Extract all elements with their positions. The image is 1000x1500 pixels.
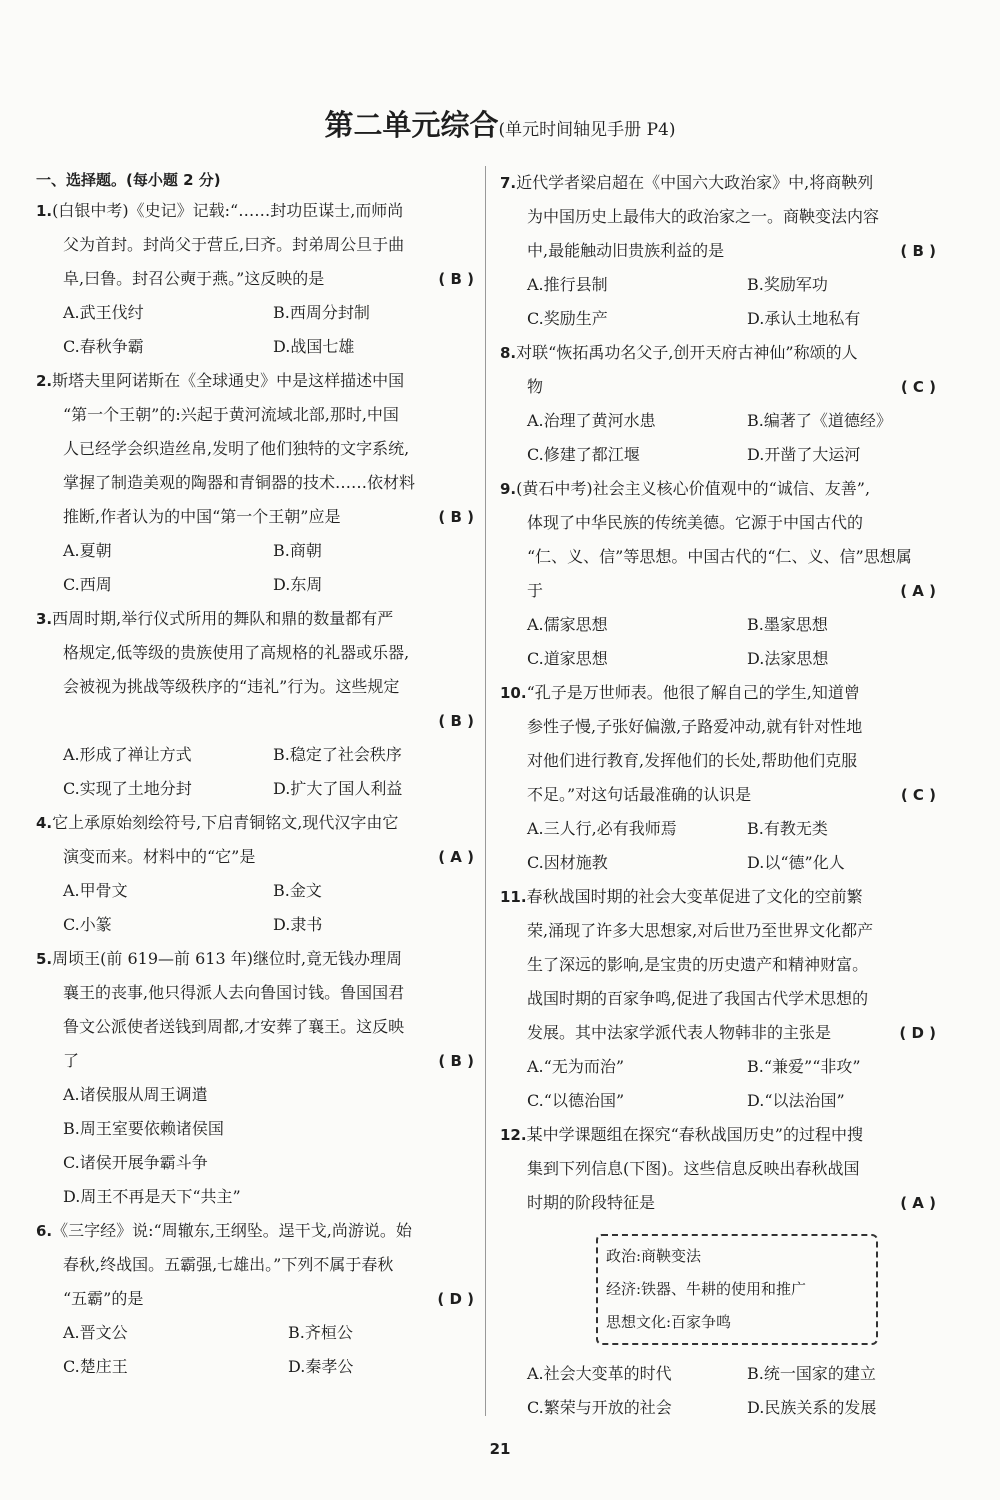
- question-number: 6.: [36, 1222, 53, 1240]
- question-2: [36, 364, 476, 602]
- option-d: D.东周: [273, 575, 323, 594]
- question-text: 对联“恢拓禹功名父子,创开天府古神仙”称颂的人: [516, 343, 858, 362]
- section-title: 一、选择题。(每小题 2 分): [36, 171, 221, 189]
- option-c: C.春秋争霸: [63, 337, 144, 356]
- question-text: 《三字经》说:“周辙东,王纲坠。逞干戈,尚游说。始: [52, 1221, 412, 1240]
- question-text: 近代学者梁启超在《中国六大政治家》中,将商鞅列: [516, 173, 874, 192]
- question-9: [500, 472, 938, 676]
- option-c: C.道家思想: [527, 649, 608, 668]
- question-text: 集到下列信息(下图)。这些信息反映出春秋战国: [527, 1159, 860, 1178]
- right-column: [500, 166, 938, 1425]
- question-text: (白银中考)《史记》记载:“……封功臣谋士,而师尚: [52, 201, 404, 220]
- info-culture: 思想文化:百家争鸣: [606, 1313, 732, 1331]
- question-text: 斯塔夫里阿诺斯在《全球通史》中是这样描述中国: [52, 371, 405, 390]
- option-c: C.修建了都江堰: [527, 445, 640, 464]
- question-5: [36, 942, 476, 1214]
- question-text: 体现了中华民族的传统美德。它源于中国古代的: [527, 513, 864, 532]
- answer-mark: ( D ): [437, 1290, 474, 1308]
- option-a: A.形成了禅让方式: [63, 745, 192, 764]
- question-6: [36, 1214, 476, 1384]
- option-b: B.西周分封制: [273, 303, 370, 322]
- answer-mark: ( A ): [438, 848, 474, 866]
- option-c: C.因材施教: [527, 853, 608, 872]
- question-number: 8.: [500, 344, 517, 362]
- option-a: A.三人行,必有我师焉: [527, 819, 677, 838]
- info-economy: 经济:铁器、牛耕的使用和推广: [606, 1280, 807, 1298]
- option-b: B.稳定了社会秩序: [273, 745, 402, 764]
- question-text: (黄石中考)社会主义核心价值观中的“诚信、友善”,: [516, 479, 871, 498]
- question-text: 掌握了制造美观的陶器和青铜器的技术……依材料: [63, 473, 416, 492]
- option-b: B.周王室要依赖诸侯国: [63, 1119, 224, 1138]
- option-b: B.有教无类: [747, 819, 828, 838]
- question-number: 3.: [36, 610, 53, 628]
- unit-title: 第二单元综合: [324, 108, 499, 142]
- question-number: 10.: [500, 684, 527, 702]
- option-d: D.以“德”化人: [747, 853, 845, 872]
- answer-mark: ( B ): [438, 1052, 474, 1070]
- option-b: B.商朝: [273, 541, 322, 560]
- question-text: 推断,作者认为的中国“第一个王朝”应是: [63, 507, 341, 526]
- option-b: B.统一国家的建立: [747, 1364, 876, 1383]
- question-12: [500, 1118, 938, 1425]
- option-d: D.开凿了大运河: [747, 445, 861, 464]
- question-text: 发展。其中法家学派代表人物韩非的主张是: [527, 1023, 832, 1042]
- question-text: 演变而来。材料中的“它”是: [63, 847, 256, 866]
- option-b: B.墨家思想: [747, 615, 828, 634]
- question-number: 12.: [500, 1126, 527, 1144]
- question-text: 物: [527, 377, 544, 396]
- option-c: C.“以德治国”: [527, 1091, 625, 1110]
- answer-mark: ( B ): [438, 508, 474, 526]
- option-b: B.金文: [273, 881, 322, 900]
- option-b: B.奖励军功: [747, 275, 828, 294]
- option-d: D.民族关系的发展: [747, 1398, 877, 1417]
- option-b: B.齐桓公: [288, 1323, 353, 1342]
- option-a: A.治理了黄河水患: [527, 411, 656, 430]
- question-text: “五霸”的是: [63, 1289, 144, 1308]
- question-text: 格规定,低等级的贵族使用了高规格的礼器或乐器,: [63, 643, 410, 662]
- question-text: “第一个王朝”的:兴起于黄河流域北部,那时,中国: [63, 405, 399, 424]
- column-divider: [485, 166, 486, 1416]
- option-a: A.诸侯服从周王调遣: [63, 1085, 208, 1104]
- question-number: 11.: [500, 888, 527, 906]
- question-text: 襄王的丧事,他只得派人去向鲁国讨钱。鲁国国君: [63, 983, 405, 1002]
- question-8: [500, 336, 938, 472]
- option-c: C.西周: [63, 575, 112, 594]
- question-text: 于: [527, 581, 544, 600]
- question-text: 阜,曰鲁。封召公奭于燕。”这反映的是: [63, 269, 325, 288]
- question-number: 9.: [500, 480, 517, 498]
- question-text: 荣,涌现了许多大思想家,对后世乃至世界文化都产: [527, 921, 874, 940]
- question-number: 4.: [36, 814, 53, 832]
- option-a: A.社会大变革的时代: [527, 1364, 672, 1383]
- question-text: 人已经学会织造丝帛,发明了他们独特的文字系统,: [63, 439, 410, 458]
- question-3: [36, 602, 476, 806]
- option-a: A.甲骨文: [63, 881, 128, 900]
- option-b: B.编著了《道德经》: [747, 411, 892, 430]
- answer-mark: ( B ): [900, 242, 936, 260]
- option-d: D.扩大了国人利益: [273, 779, 403, 798]
- option-a: A.儒家思想: [527, 615, 608, 634]
- question-text: 某中学课题组在探究“春秋战国历史”的过程中搜: [526, 1125, 863, 1144]
- question-text: 生了深远的影响,是宝贵的历史遗产和精神财富。: [527, 955, 869, 974]
- question-text: “孔子是万世师表。他很了解自己的学生,知道曾: [526, 683, 860, 702]
- option-d: D.秦孝公: [288, 1357, 354, 1376]
- question-text: 参性子慢,子张好偏激,子路爱冲动,就有针对性地: [527, 717, 863, 736]
- option-d: D.隶书: [273, 915, 323, 934]
- question-text: 春秋,终战国。五霸强,七雄出。”下列不属于春秋: [63, 1255, 394, 1274]
- option-d: D.周王不再是天下“共主”: [63, 1187, 241, 1206]
- option-a: A.夏朝: [63, 541, 112, 560]
- answer-mark: ( A ): [900, 1194, 936, 1212]
- page-number: 21: [489, 1440, 511, 1458]
- left-column: [36, 166, 476, 1384]
- question-number: 1.: [36, 202, 53, 220]
- question-1: [36, 194, 476, 364]
- answer-mark: ( C ): [900, 378, 936, 396]
- question-text: 它上承原始刻绘符号,下启青铜铭文,现代汉字由它: [52, 813, 399, 832]
- question-text: 不足。”对这句话最准确的认识是: [527, 785, 752, 804]
- option-d: D.承认土地私有: [747, 309, 861, 328]
- option-a: A.推行县制: [527, 275, 608, 294]
- option-c: C.奖励生产: [527, 309, 608, 328]
- answer-mark: ( C ): [900, 786, 936, 804]
- answer-mark: ( A ): [900, 582, 936, 600]
- question-text: 为中国历史上最伟大的政治家之一。商鞅变法内容: [527, 207, 880, 226]
- option-d: D.战国七雄: [273, 337, 355, 356]
- answer-mark: ( B ): [438, 270, 474, 288]
- question-text: 了: [63, 1051, 80, 1070]
- option-c: C.繁荣与开放的社会: [527, 1398, 672, 1417]
- page-title: [0, 103, 1000, 144]
- option-c: C.诸侯开展争霸斗争: [63, 1153, 208, 1172]
- question-text: 西周时期,举行仪式所用的舞队和鼎的数量都有严: [52, 609, 394, 628]
- answer-mark: ( B ): [438, 712, 474, 730]
- option-c: C.小篆: [63, 915, 112, 934]
- option-a: A.“无为而治”: [527, 1057, 625, 1076]
- question-text: 鲁文公派使者送钱到周都,才安葬了襄王。这反映: [63, 1017, 405, 1036]
- question-text: 中,最能触动旧贵族利益的是: [527, 241, 725, 260]
- info-box: [596, 1234, 878, 1345]
- question-text: 会被视为挑战等级秩序的“违礼”行为。这些规定: [63, 677, 400, 696]
- unit-subtitle: (单元时间轴见手册 P4): [498, 120, 676, 140]
- question-7: [500, 166, 938, 336]
- question-11: [500, 880, 938, 1118]
- question-text: 时期的阶段特征是: [527, 1193, 656, 1212]
- question-number: 7.: [500, 174, 517, 192]
- option-c: C.实现了土地分封: [63, 779, 192, 798]
- option-d: D.“以法治国”: [747, 1091, 845, 1110]
- answer-mark: ( D ): [899, 1024, 936, 1042]
- question-10: [500, 676, 938, 880]
- option-a: A.晋文公: [63, 1323, 128, 1342]
- question-text: 对他们进行教育,发挥他们的长处,帮助他们克服: [527, 751, 858, 770]
- option-d: D.法家思想: [747, 649, 829, 668]
- info-politics: 政治:商鞅变法: [606, 1247, 702, 1265]
- question-number: 2.: [36, 372, 53, 390]
- question-number: 5.: [36, 950, 53, 968]
- option-b: B.“兼爱”“非攻”: [747, 1057, 861, 1076]
- option-a: A.武王伐纣: [63, 303, 144, 322]
- question-text: 春秋战国时期的社会大变革促进了文化的空前繁: [526, 887, 863, 906]
- question-text: 周顷王(前 619—前 613 年)继位时,竟无钱办理周: [52, 949, 403, 968]
- question-text: 父为首封。封尚父于营丘,曰齐。封弟周公旦于曲: [63, 235, 405, 254]
- option-c: C.楚庄王: [63, 1357, 128, 1376]
- question-4: [36, 806, 476, 942]
- question-text: 战国时期的百家争鸣,促进了我国古代学术思想的: [527, 989, 869, 1008]
- question-text: “仁、义、信”等思想。中国古代的“仁、义、信”思想属: [527, 547, 912, 566]
